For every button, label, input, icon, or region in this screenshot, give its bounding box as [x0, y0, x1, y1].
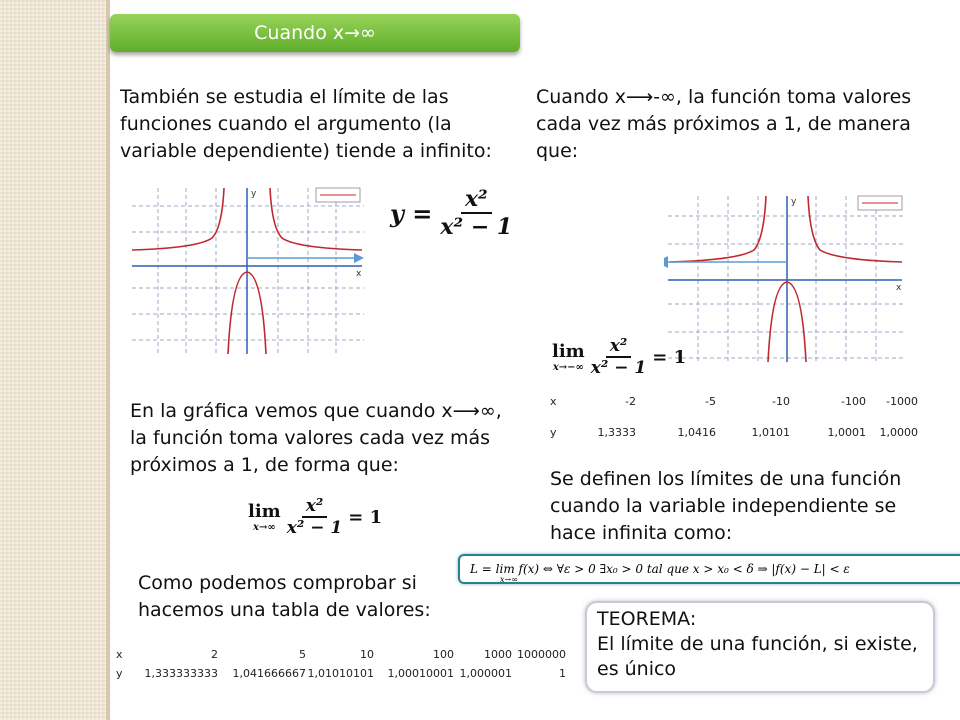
table-cell: 1,0416: [677, 426, 716, 439]
right-limit-result: = 1: [652, 346, 687, 368]
limit-definition: L = lim f(x) ⇔ ∀ε > 0 ∃x₀ > 0 tal que x > x₀ < δ ⇒ |f(x) − L| < ε: [470, 562, 850, 576]
formula-denominator: x² − 1: [440, 214, 513, 240]
definition-intro-text: Se definen los límites de una función cuando la variable independiente se hace infinita como:: [550, 468, 902, 544]
right-function-graph: [664, 192, 908, 364]
table-row: [550, 395, 918, 408]
left-limit-fraction: [287, 496, 343, 538]
limit-definition-sub: x→∞: [500, 575, 518, 584]
decorative-sidebar: [0, 0, 106, 720]
theorem-body: El límite de una función, si existe, es único: [597, 633, 918, 680]
table-cell: 1: [559, 667, 566, 680]
table-cell: -1000: [886, 395, 918, 408]
table-row: [116, 648, 566, 661]
right-curve-branch-1: [670, 196, 766, 262]
right-graph-y-label: y: [791, 197, 797, 207]
left-graph-y-label: y: [251, 189, 257, 199]
table-cell: 1,00010001: [387, 667, 454, 680]
table-cell: 1,0000: [879, 426, 918, 439]
table-cell: 1000000: [517, 648, 566, 661]
table-y-label: y: [550, 426, 557, 439]
right-graph-x-label: x: [896, 283, 902, 293]
table-x-label: x: [116, 648, 123, 661]
table-cell: -2: [625, 395, 636, 408]
left-limit-denominator: x² − 1: [286, 518, 343, 538]
table-row: [550, 408, 918, 439]
right-values-table: [550, 395, 918, 439]
sidebar-edge: [106, 0, 110, 720]
table-x-label: x: [550, 395, 557, 408]
left-limit-op: lim: [248, 501, 281, 522]
right-intro-text: Cuando x⟶-∞, la función toma valores cada vez más próximos a 1, de manera que:: [536, 86, 912, 162]
table-cell: -100: [841, 395, 866, 408]
right-limit-numerator: x²: [606, 336, 632, 358]
function-formula: [390, 186, 512, 240]
table-cell: 1,0101: [751, 426, 790, 439]
right-limit-denominator: x² − 1: [590, 358, 647, 378]
table-cell: 1,333333333: [144, 667, 218, 680]
right-limit-fraction: [591, 336, 647, 378]
theorem-box: [585, 601, 935, 693]
left-curve-branch-1: [132, 188, 224, 250]
table-row: [116, 661, 566, 680]
left-intro-text: También se estudia el límite de las funciones cuando el argumento (la variable dependiente) tiende a infinito:: [120, 86, 492, 162]
left-graph-sentence: En la gráfica vemos que cuando x⟶∞, la función toma valores cada vez más próximos a 1, de forma que:: [130, 400, 502, 476]
left-limit-formula: [248, 496, 382, 538]
table-cell: 2: [211, 648, 218, 661]
left-limit-sub: x→∞: [253, 522, 276, 533]
formula-numerator: x²: [461, 186, 492, 214]
theorem-heading: TEOREMA:: [597, 608, 697, 630]
left-values-table: [116, 648, 566, 680]
table-cell: 1,041666667: [232, 667, 306, 680]
table-cell: 1000: [484, 648, 512, 661]
table-cell: 1,3333: [597, 426, 636, 439]
right-limit-sub: x→−∞: [552, 362, 584, 373]
limit-definition-box: [458, 554, 960, 584]
table-intro-text: Como podemos comprobar si hacemos una tabla de valores:: [138, 572, 431, 621]
table-cell: 5: [299, 648, 306, 661]
table-cell: 100: [433, 648, 454, 661]
right-limit-op: lim: [552, 341, 585, 362]
table-cell: 1,01010101: [307, 667, 374, 680]
formula-fraction: [440, 186, 512, 240]
title-banner: [110, 14, 520, 52]
left-graph-x-label: x: [356, 269, 362, 279]
table-cell: 10: [360, 648, 374, 661]
right-limit-formula: [552, 336, 686, 378]
table-cell: 1,000001: [459, 667, 512, 680]
left-function-graph: [128, 184, 368, 356]
left-limit-result: = 1: [348, 506, 383, 528]
title-text: Cuando x→∞: [254, 22, 376, 44]
table-cell: -5: [705, 395, 716, 408]
table-cell: -10: [772, 395, 790, 408]
formula-lhs: y =: [390, 198, 433, 228]
left-limit-numerator: x²: [302, 496, 328, 518]
table-y-label: y: [116, 667, 123, 680]
table-cell: 1,0001: [827, 426, 866, 439]
